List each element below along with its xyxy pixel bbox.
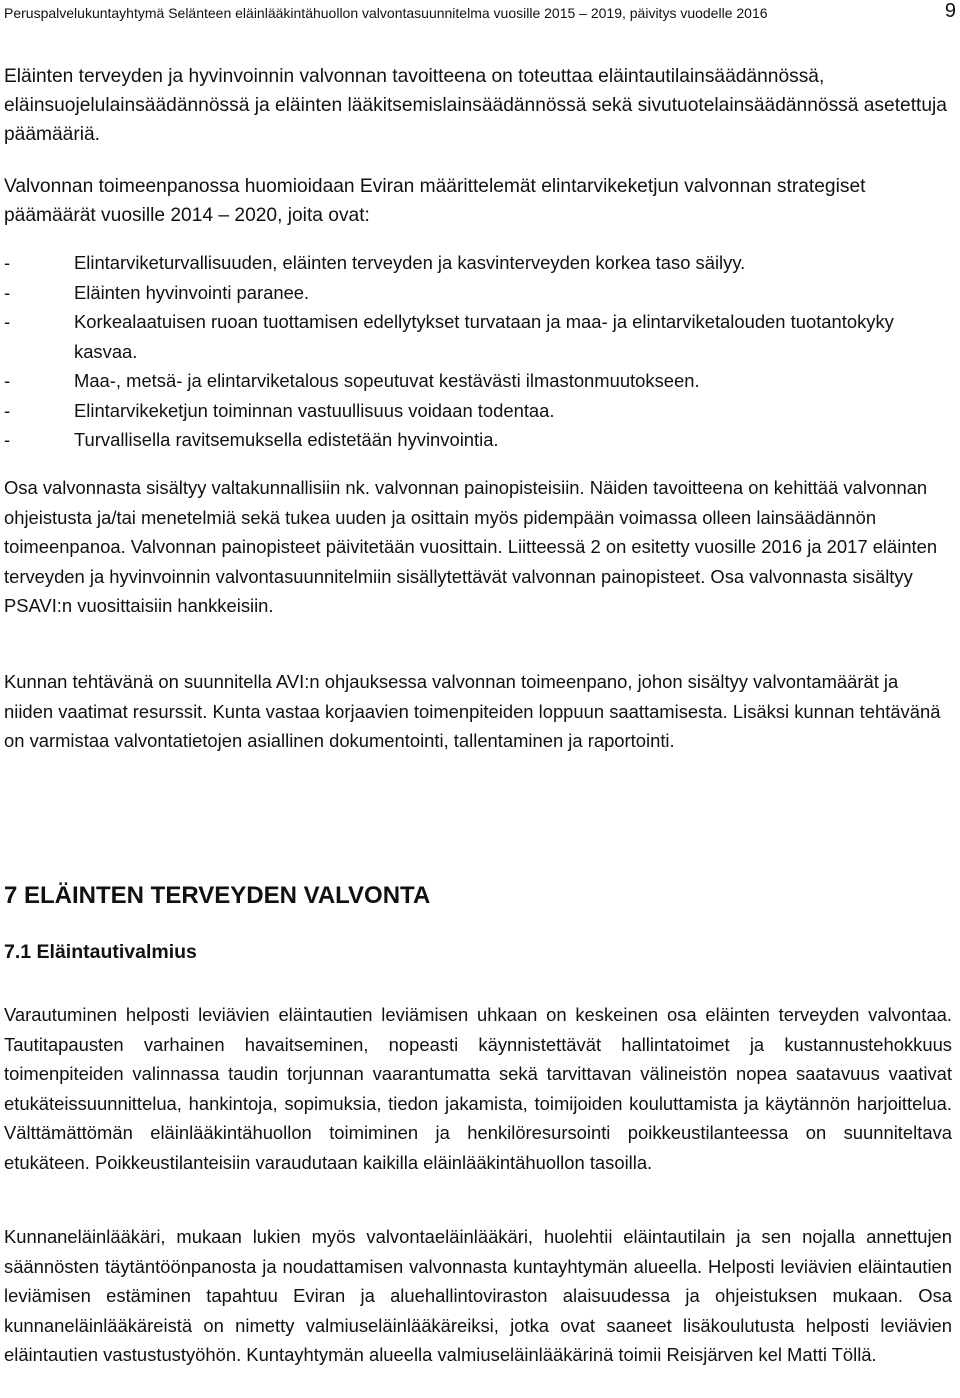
subsection-heading: 7.1 Eläintautivalmius: [4, 941, 197, 963]
list-item: [4, 366, 952, 396]
bullet-dash: -: [4, 399, 11, 421]
section-heading: 7 ELÄINTEN TERVEYDEN VALVONTA: [4, 882, 431, 909]
strategic-goals-list: [4, 248, 952, 455]
list-item-text: Eläinten hyvinvointi paranee.: [74, 281, 310, 303]
running-title: Peruspalvelukuntayhtymä Selänteen eläinlääkintähuollon valvontasuunnitelma vuosille 2015 – 2019, päivitys vuodelle 2016: [4, 5, 768, 21]
bullet-dash: -: [4, 370, 11, 391]
kunnanelainlaakari-paragraph: Kunnaneläinlääkäri, mukaan lukien myös valvontaeläinlääkäri, huolehtii eläintautilain ja sen nojalla annettujen säännösten täytäntöönpanosta ja noudattamisen valvonnasta kuntayhtymän alueella. Helposti leviävien eläintautien leviämisen estäminen tapahtuu Eviran ja aluehallintoviraston alaisuudessa ja ohjeistuksen mukaan. Osa kunnaneläinlääkäreistä on nimetty valmiuseläinlääkäreiksi, jotka ovat saaneet lisäkoulutusta helposti leviävien eläintautien vastustustyöhön. Kuntayhtymän alueella valmiuseläinlääkärinä toimii Reisjärven kel Matti Töllä.: [4, 1226, 952, 1365]
list-item: [4, 278, 952, 308]
bullet-dash: -: [4, 281, 11, 303]
list-item: [4, 307, 952, 366]
painopisteet-paragraph: Osa valvonnasta sisältyy valtakunnallisiin nk. valvonnan painopisteisiin. Näiden tavoitteena on kehittää valvonnan ohjeistusta ja/tai menetelmiä sekä tukea uuden ja osittain myös pidempään voimassa olleen lainsäädännön toimeenpanoa. Valvonnan painopisteet päivitetään vuosittain. Liitteessä 2 on esitetty vuosille 2016 ja 2017 eläinten terveyden ja hyvinvoinnin valvontasuunnitelmiin sisällytettävät valvonnan painopisteet. Osa valvonnasta sisältyy PSAVI:n vuosittaisiin hankkeisiin.: [4, 477, 938, 616]
eviran-paragraph: Valvonnan toimeenpanossa huomioidaan Eviran määrittelemät elintarvikeketjun valvonnan strategiset päämäärät vuosille 2014 – 2020, joita ovat:: [4, 176, 866, 226]
list-item-text: Turvallisella ravitsemuksella edistetään hyvinvointia.: [74, 429, 499, 450]
bullet-dash: -: [4, 252, 11, 273]
intro-paragraph: Eläinten terveyden ja hyvinvoinnin valvonnan tavoitteena on toteuttaa eläintautilainsäädännössä, eläinsuojelulainsäädännössä ja eläinten lääkitsemislainsäädännössä sekä sivutuotelainsäädännössä asetettuja päämääriä.: [4, 66, 947, 145]
valmius-paragraph: Varautuminen helposti leviävien eläintautien leviämisen uhkaan on keskeinen osa eläinten terveyden valvontaa. Tautitapausten varhainen havaitseminen, nopeasti käynnistettävät hallintatoimet ja kustannustehokkuus toimenpiteiden valinnassa taudin torjunnan vaarantumatta sekä tarvittavan välineistön nopea saatavuus vaativat etukäteissuunnittelua, hankintoja, sopimuksia, tiedon jakamista, toimijoiden kouluttamista ja käytännön harjoittelua. Välttämättömän eläinlääkintähuollon toimiminen ja henkilöresursointi poikkeustilanteessa on suunniteltava etukäteen. Poikkeustilanteisiin varaudutaan kaikilla eläinlääkintähuollon tasoilla.: [4, 1004, 952, 1173]
list-item: [4, 396, 952, 426]
list-item-text: Elintarvikeketjun toiminnan vastuullisuus voidaan todentaa.: [74, 399, 555, 421]
list-item-text: Korkealaatuisen ruoan tuottamisen edellytykset turvataan ja maa- ja elintarviketalouden tuotantokyky kasvaa.: [74, 311, 894, 362]
page-number: 9: [944, 0, 956, 22]
bullet-dash: -: [4, 429, 11, 450]
list-item-text: Maa-, metsä- ja elintarviketalous sopeutuvat kestävästi ilmastonmuutokseen.: [74, 370, 700, 391]
list-item: [4, 425, 952, 455]
bullet-dash: -: [4, 311, 11, 332]
list-item-text: Elintarviketurvallisuuden, eläinten terveyden ja kasvinterveyden korkea taso säilyy.: [74, 252, 746, 273]
running-header: [4, 0, 956, 24]
list-item: [4, 248, 952, 278]
kunta-paragraph: Kunnan tehtävänä on suunnitella AVI:n ohjauksessa valvonnan toimeenpano, johon sisältyy valvontamäärät ja niiden vaatimat resurssit. Kunta vastaa korjaavien toimenpiteiden loppuun saattamisesta. Lisäksi kunnan tehtävänä on varmistaa valvontatietojen asiallinen dokumentointi, tallentaminen ja raportointi.: [4, 671, 941, 751]
